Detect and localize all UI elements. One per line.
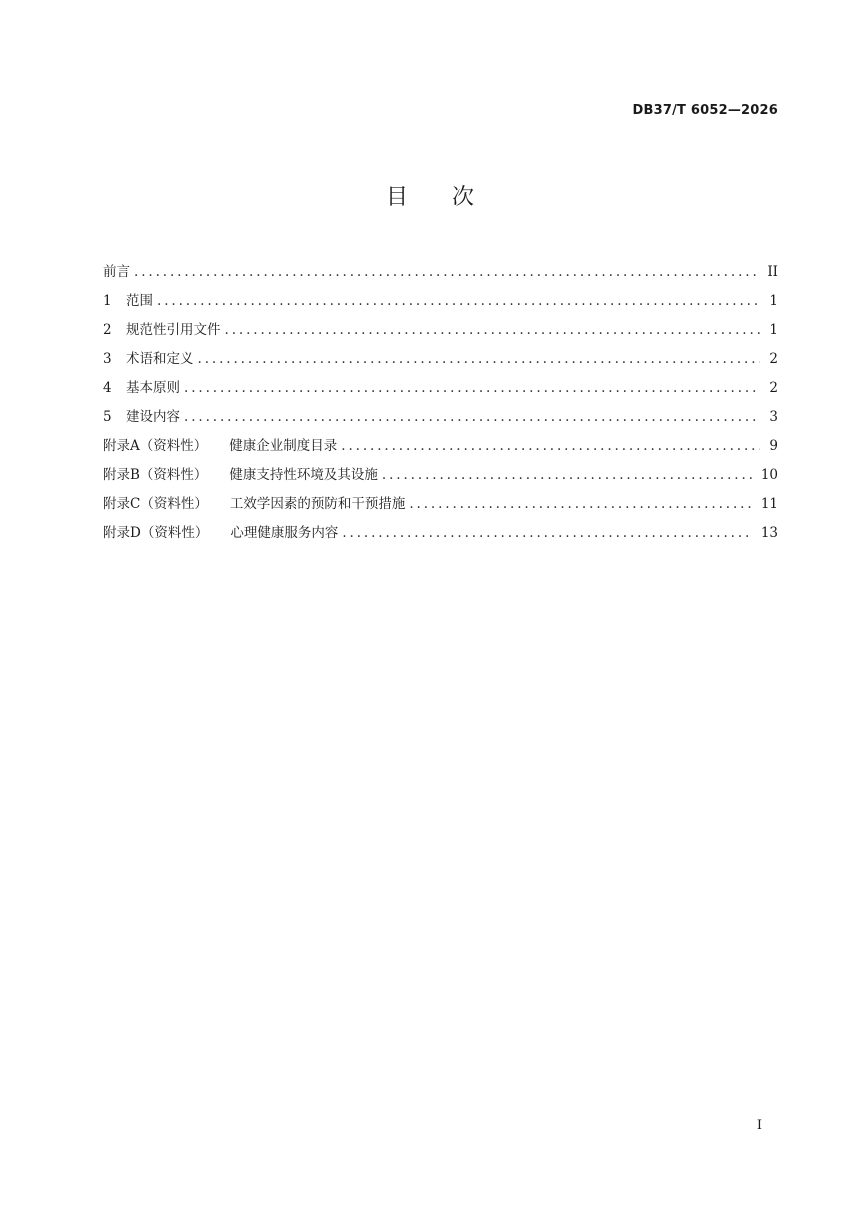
toc-dot-leader <box>184 374 760 403</box>
toc-item-appendix-a[interactable] <box>103 432 778 461</box>
toc-dot-leader <box>225 316 761 345</box>
toc-page-number: 1 <box>769 322 778 338</box>
toc-item-label: 范围 <box>126 293 153 309</box>
toc-page-number: 9 <box>769 438 778 454</box>
toc-item-label: 规范性引用文件 <box>126 322 221 338</box>
toc-item-appendix-c[interactable] <box>103 490 778 519</box>
document-code: DB37/T 6052—2026 <box>632 103 778 118</box>
toc-page-number: 11 <box>760 496 778 512</box>
toc-dot-leader <box>198 345 761 374</box>
toc-item-label: 工效学因素的预防和干预措施 <box>229 496 406 512</box>
footer-page-number: I <box>756 1118 762 1133</box>
toc-item-label: 术语和定义 <box>126 351 194 367</box>
toc-item-label: 心理健康服务内容 <box>230 525 339 541</box>
toc-item-label: 健康支持性环境及其设施 <box>229 467 378 483</box>
table-of-contents <box>103 258 778 548</box>
toc-dot-leader <box>409 490 752 519</box>
toc-appendix-prefix: 附录C（资料性） <box>103 496 208 512</box>
toc-section-number: 5 <box>103 409 112 425</box>
toc-page-number: 1 <box>769 293 778 309</box>
toc-item-label: 前言 <box>103 264 130 280</box>
toc-appendix-prefix: 附录B（资料性） <box>103 467 208 483</box>
toc-dot-leader <box>134 258 759 287</box>
toc-item-terms-definitions[interactable] <box>103 345 778 374</box>
toc-item-foreword[interactable] <box>103 258 778 287</box>
toc-section-number: 1 <box>103 293 112 309</box>
toc-item-basic-principles[interactable] <box>103 374 778 403</box>
toc-section-number: 4 <box>103 380 112 396</box>
toc-page-number: II <box>767 264 778 280</box>
toc-page-number: 10 <box>760 467 778 483</box>
page-title: 目次 <box>385 185 518 210</box>
toc-item-appendix-d[interactable] <box>103 519 778 548</box>
toc-item-label: 健康企业制度目录 <box>229 438 338 454</box>
toc-page-number: 13 <box>760 525 778 541</box>
toc-page-number: 2 <box>769 351 778 367</box>
toc-page-number: 2 <box>769 380 778 396</box>
toc-dot-leader <box>341 432 760 461</box>
toc-item-appendix-b[interactable] <box>103 461 778 490</box>
toc-item-label: 建设内容 <box>126 409 180 425</box>
toc-item-construction-content[interactable] <box>103 403 778 432</box>
toc-item-label: 基本原则 <box>126 380 180 396</box>
toc-page-number: 3 <box>769 409 778 425</box>
toc-section-number: 2 <box>103 322 112 338</box>
toc-section-number: 3 <box>103 351 112 367</box>
toc-appendix-prefix: 附录A（资料性） <box>103 438 208 454</box>
toc-dot-leader <box>184 403 760 432</box>
toc-dot-leader <box>342 519 752 548</box>
toc-item-normative-references[interactable] <box>103 316 778 345</box>
toc-item-scope[interactable] <box>103 287 778 316</box>
toc-dot-leader <box>157 287 760 316</box>
toc-appendix-prefix: 附录D（资料性） <box>103 525 209 541</box>
toc-dot-leader <box>382 461 753 490</box>
